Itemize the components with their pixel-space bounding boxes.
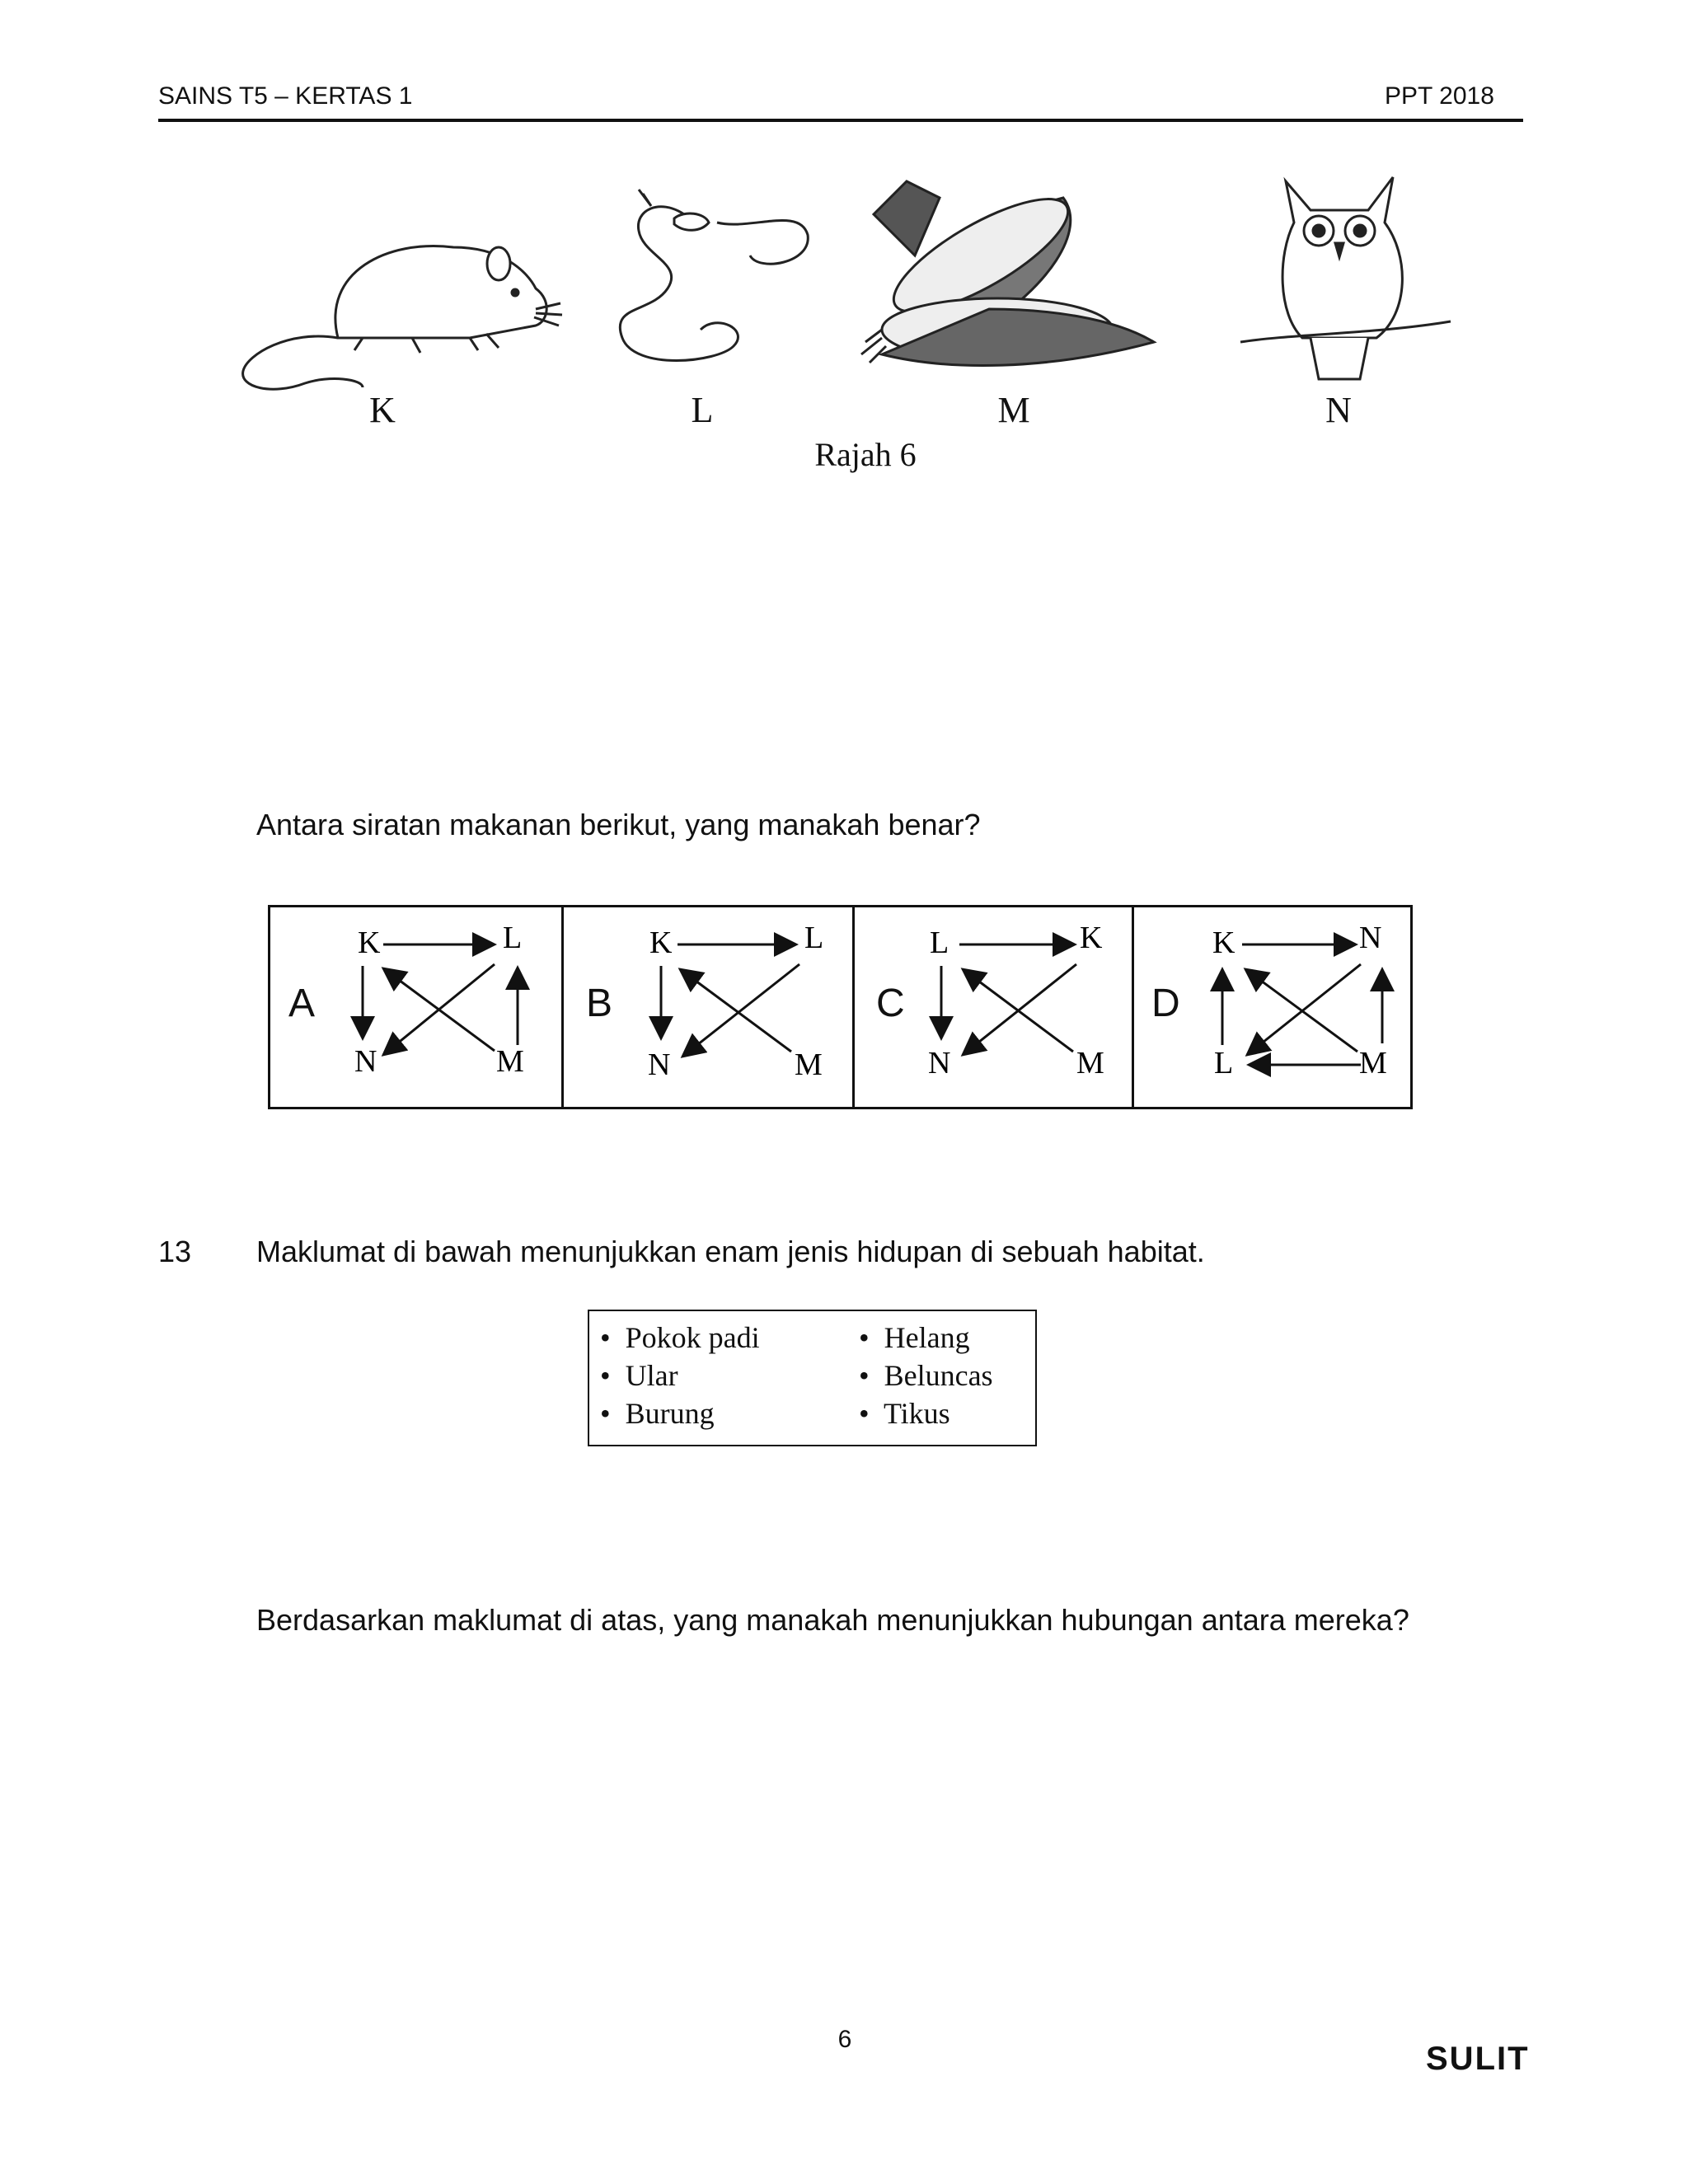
option-c-letter: C [876,982,905,1025]
organism-name: Tikus [883,1397,950,1430]
snake-icon [620,190,808,361]
option-b-node-tr: L [804,921,824,955]
organism-name: Pokok padi [625,1321,760,1354]
option-a-node-tl: K [358,926,381,960]
organism-name: Beluncas [884,1359,993,1392]
organism-item: • Helang [859,1321,970,1354]
option-b-node-tl: K [649,926,673,960]
option-a-arrow-m-k [383,968,495,1051]
organism-item: • Burung [600,1397,715,1430]
option-a-node-bl: N [354,1044,377,1079]
organism-name: Helang [884,1321,970,1354]
option-c-node-tr: K [1080,921,1103,955]
question-12-prompt: Antara siratan makanan berikut, yang manakah benar? [256,808,981,841]
mouse-icon [243,246,562,389]
option-d-letter: D [1151,982,1180,1025]
option-c-node-bl: N [928,1046,951,1080]
animal-label-k: K [369,390,396,430]
animal-label-l: L [691,390,714,430]
organism-name: Burung [625,1397,715,1430]
option-b-arrow-l-n [682,964,799,1057]
question-13-prompt: Maklumat di bawah menunjukkan enam jenis hidupan di sebuah habitat. [256,1235,1205,1268]
option-b-node-bl: N [648,1047,671,1082]
header-rule [158,119,1523,122]
organism-item: • Ular [600,1359,678,1392]
header-right: PPT 2018 [1385,82,1494,110]
page-number: 6 [837,2026,852,2053]
option-d-node-tl: K [1212,926,1236,960]
option-a-diagram [338,915,552,1101]
option-a-letter: A [288,982,316,1025]
option-d-diagram [1199,915,1414,1101]
organism-item: • Beluncas [859,1359,993,1392]
corn-icon [861,179,1154,365]
option-c-node-tl: L [930,926,950,960]
question-13-followup: Berdasarkan maklumat di atas, yang manakah menunjukkan hubungan antara mereka? [256,1603,1409,1637]
option-a-node-br: M [496,1044,524,1079]
header-left: SAINS T5 – KERTAS 1 [158,82,413,110]
organism-name: Ular [625,1359,678,1392]
option-d-node-bl: L [1214,1046,1234,1080]
animal-label-m: M [997,390,1030,430]
organism-item: • Pokok padi [600,1321,760,1354]
option-b-node-br: M [795,1047,823,1082]
option-b-diagram [635,915,849,1101]
organism-item: • Tikus [859,1397,950,1430]
option-c-diagram [920,915,1134,1101]
owl-icon [1240,177,1451,379]
classification-label: SULIT [1426,2041,1530,2077]
figure-illustrations [223,165,1459,396]
figure-caption: Rajah 6 [814,436,917,473]
option-d-node-tr: N [1359,921,1382,955]
question-13-number: 13 [158,1235,192,1268]
option-b-letter: B [586,982,613,1025]
option-d-node-br: M [1359,1046,1387,1080]
animal-label-n: N [1325,390,1352,430]
option-a-node-tr: L [503,921,523,955]
option-c-node-br: M [1076,1046,1104,1080]
option-b-arrow-m-k [680,969,791,1052]
